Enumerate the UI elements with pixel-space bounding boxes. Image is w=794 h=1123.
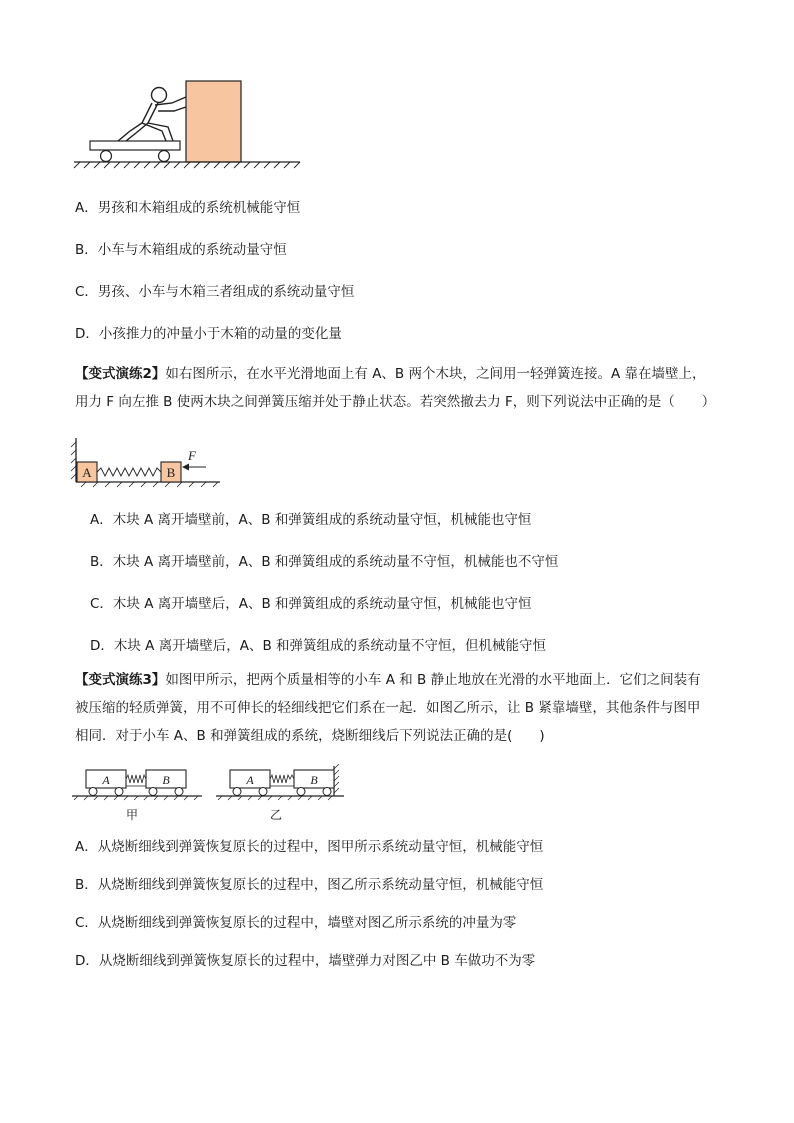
cart <box>90 141 180 150</box>
q3-stem-line3: 相同．对于小车 A、B 和弹簧组成的系统，烧断细线后下列说法正确的是( ) <box>75 728 545 744</box>
q2-stem-line2: 用力 F 向左推 B 使两木块之间弹簧压缩并处于静止状态。若突然撤去力 F，则下列说法中正确的是（ ） <box>75 394 716 410</box>
q2-tag: 【变式演练2】 <box>75 366 166 382</box>
spring-yi <box>270 775 294 783</box>
wooden-box <box>186 81 241 162</box>
q2-option-d: D．木块 A 离开墙壁后，A、B 和弹簧组成的系统动量不守恒，但机械能守恒 <box>90 638 546 654</box>
q1-option-b: B．小车与木箱组成的系统动量守恒 <box>75 242 287 258</box>
boy <box>118 88 186 142</box>
caption-jia: 甲 <box>126 808 139 822</box>
block-b-label: B <box>166 465 176 480</box>
q3-option-d: D．从烧断细线到弹簧恢复原长的过程中，墙壁弹力对图乙中 B 车做功不为零 <box>75 953 536 969</box>
cart-a-yi-label: A <box>246 773 254 787</box>
q2-option-c: C．木块 A 离开墙壁后，A、B 和弹簧组成的系统动量守恒，机械能也守恒 <box>90 596 532 612</box>
q1-option-a: A．男孩和木箱组成的系统机械能守恒 <box>75 200 301 216</box>
q3-option-b: B．从烧断细线到弹簧恢复原长的过程中，图乙所示系统动量守恒，机械能守恒 <box>75 877 544 893</box>
cart-b-yi-label: B <box>310 773 318 787</box>
block-a-label: A <box>82 465 92 480</box>
q2-option-a: A．木块 A 离开墙壁前，A、B 和弹簧组成的系统动量守恒，机械能也守恒 <box>90 512 532 528</box>
cart-a-jia-label: A <box>102 773 110 787</box>
q3-option-c: C．从烧断细线到弹簧恢复原长的过程中，墙壁对图乙所示系统的冲量为零 <box>75 915 517 931</box>
q2-stem-line1: 如右图所示，在水平光滑地面上有 A、B 两个木块，之间用一轻弹簧连接。A 靠在墙壁上， <box>165 366 706 382</box>
boy-cart-box-figure <box>70 75 310 175</box>
q3-stem-line2: 被压缩的轻质弹簧，用不可伸长的轻细线把它们系在一起．如图乙所示，让 B 紧靠墙壁，其他条件与图甲 <box>75 700 701 716</box>
q3-stem-line1: 如图甲所示，把两个质量相等的小车 A 和 B 静止地放在光滑的水平地面上．它们之间装有 <box>165 672 701 688</box>
spring <box>97 468 161 476</box>
caption-yi: 乙 <box>270 808 283 822</box>
q2-option-b: B．木块 A 离开墙壁前，A、B 和弹簧组成的系统动量不守恒，机械能也不守恒 <box>90 554 559 570</box>
figure-jia <box>70 764 206 804</box>
spring-blocks-figure <box>70 434 230 490</box>
q1-option-c: C．男孩、小车与木箱三者组成的系统动量守恒 <box>75 284 355 300</box>
q2-stem <box>75 360 755 416</box>
q3-tag: 【变式演练3】 <box>75 672 166 688</box>
q1-option-d: D．小孩推力的冲量小于木箱的动量的变化量 <box>75 326 342 342</box>
force-label: F <box>188 448 196 463</box>
q3-stem <box>75 666 755 750</box>
q3-option-a: A．从烧断细线到弹簧恢复原长的过程中，图甲所示系统动量守恒，机械能守恒 <box>75 839 544 855</box>
figure-yi <box>214 764 350 804</box>
cart-b-jia-label: B <box>162 773 170 787</box>
spring-jia <box>126 775 146 783</box>
